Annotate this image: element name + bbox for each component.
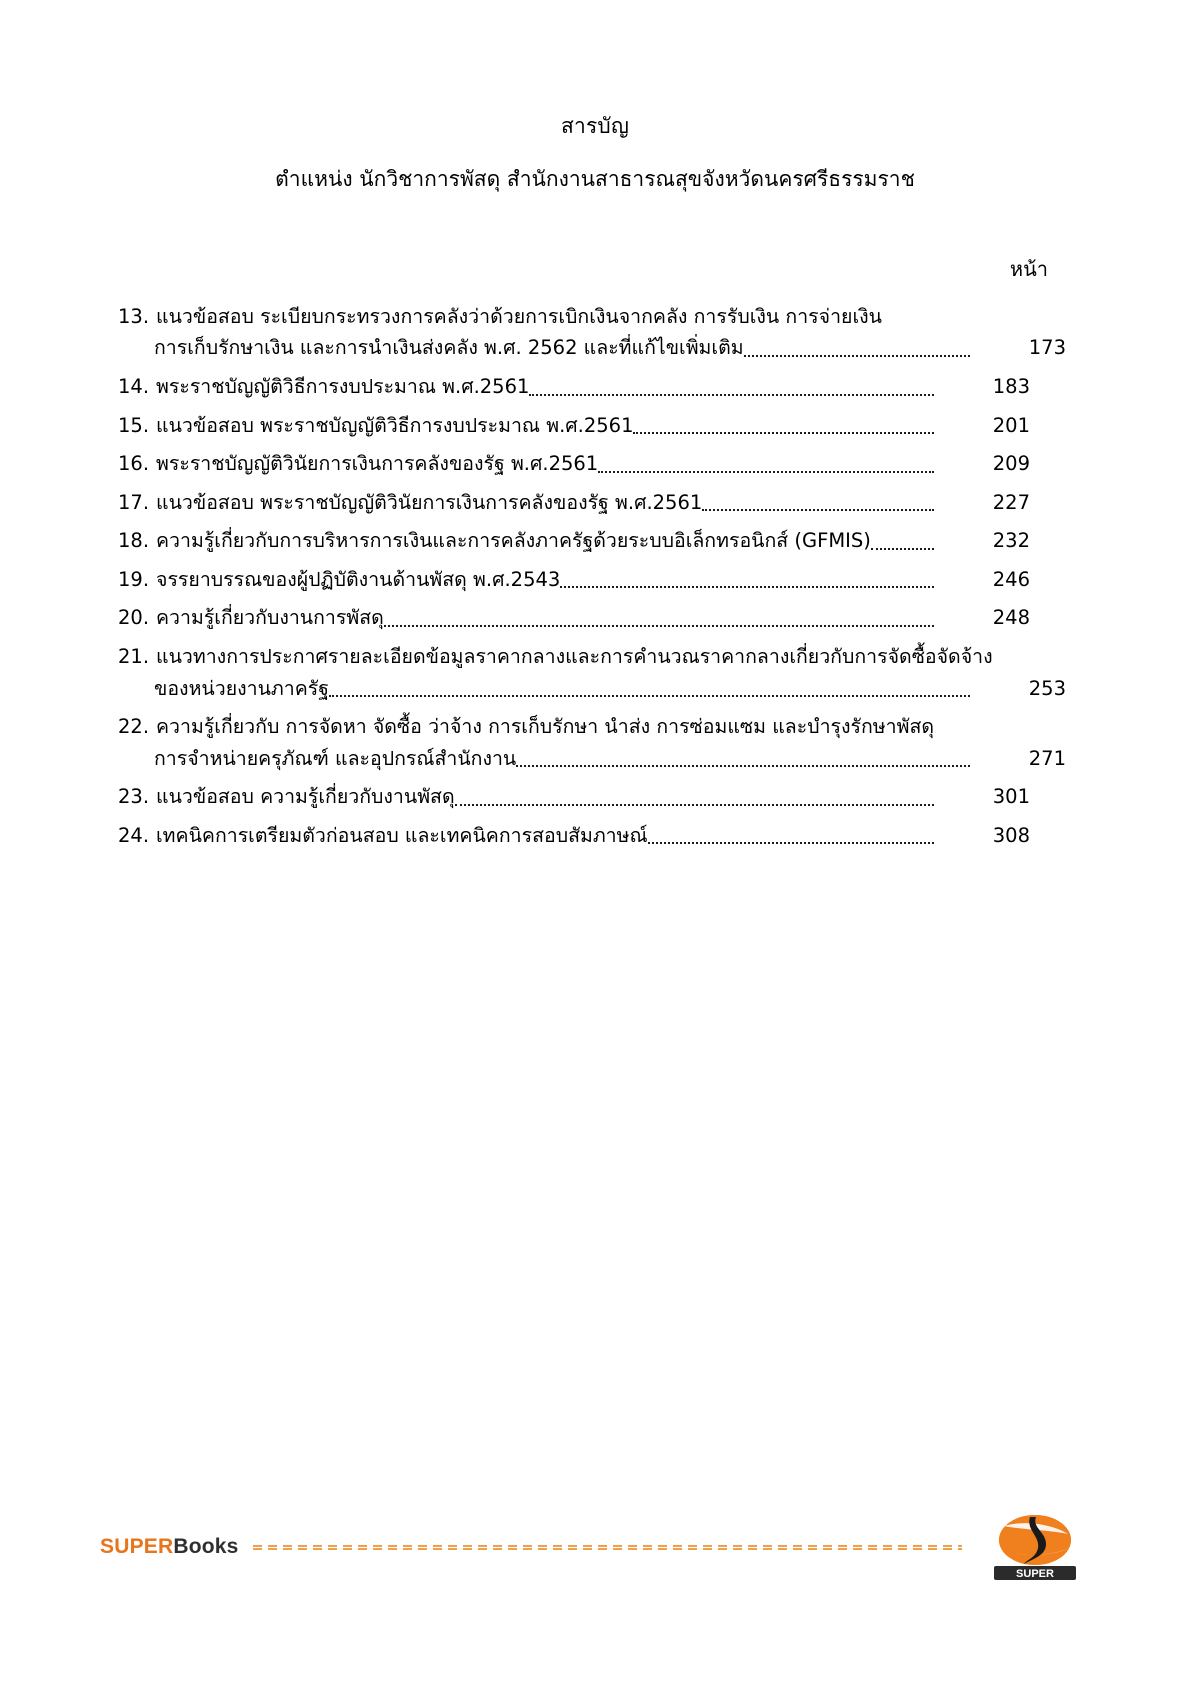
- toc-entry-number: 18.: [118, 529, 150, 553]
- document-header: [0, 0, 1190, 195]
- toc-entry-page-number: 253: [1028, 676, 1066, 700]
- toc-entry-line: [118, 487, 1030, 519]
- toc-entry-number: 24.: [118, 823, 150, 847]
- toc-entry-page-number: 271: [1028, 746, 1066, 770]
- toc-leader-dots: [529, 393, 934, 396]
- toc-entry-page-number: 209: [992, 452, 1030, 476]
- toc-entry-number: 14.: [118, 374, 150, 398]
- superbooks-logo: [980, 1510, 1090, 1584]
- toc-entry-number: 20.: [118, 606, 150, 630]
- toc-entry-title: ความรู้เกี่ยวกับการบริหารการเงินและการคลังภาครัฐด้วยระบบอิเล็กทรอนิกส์ (GFMIS): [156, 529, 871, 553]
- toc-entry-page-number: 201: [992, 413, 1030, 437]
- toc-entry-title: เทคนิคการเตรียมตัวก่อนสอบ และเทคนิคการสอบสัมภาษณ์: [156, 823, 648, 847]
- toc-entry-page-number: 301: [992, 785, 1030, 809]
- toc-entry-page-number: 246: [992, 567, 1030, 591]
- toc-entry-page-number: 227: [992, 490, 1030, 514]
- toc-entry-line: [118, 525, 1030, 557]
- toc-leader-dots: [702, 508, 934, 511]
- toc-entry[interactable]: [118, 410, 1030, 442]
- toc-entry-title: แนวข้อสอบ ระเบียบกระทรวงการคลังว่าด้วยการเบิกเงินจากคลัง การรับเงิน การจ่ายเงิน: [156, 304, 882, 328]
- toc-entry-line: [118, 564, 1030, 596]
- toc-entry-page-number: 183: [992, 374, 1030, 398]
- column-header-row: [0, 253, 1190, 285]
- toc-entry-page-number: 232: [992, 529, 1030, 553]
- toc-entry-number: 17.: [118, 490, 150, 514]
- toc-leader-dots: [598, 470, 934, 473]
- toc-entry-number: 15.: [118, 413, 150, 437]
- footer-dashed-rule: [253, 1544, 962, 1550]
- toc-entry-title: แนวทางการประกาศรายละเอียดข้อมูลราคากลางและการคำนวณราคากลางเกี่ยวกับการจัดซื้อจัดจ้าง: [156, 644, 993, 668]
- toc-leader-dots: [871, 547, 934, 550]
- toc-entry-line: [118, 820, 1030, 852]
- toc-entry[interactable]: [118, 602, 1030, 634]
- toc-entry-number: 22.: [118, 715, 150, 739]
- toc-entry-line-continuation: [118, 673, 1066, 705]
- toc-entry-line: [118, 301, 1030, 333]
- toc-leader-dots: [384, 624, 934, 627]
- toc-entry-title: ความรู้เกี่ยวกับงานการพัสดุ: [156, 606, 384, 630]
- toc-entry-line-continuation: [118, 743, 1066, 775]
- toc-entry-line: [118, 410, 1030, 442]
- toc-entry[interactable]: [118, 711, 1066, 774]
- toc-entry-title-continuation: การจำหน่ายครุภัณฑ์ และอุปกรณ์สำนักงาน: [154, 746, 517, 770]
- toc-entry-line: [118, 781, 1030, 813]
- toc-entry[interactable]: [118, 820, 1030, 852]
- toc-entry[interactable]: [118, 641, 1066, 704]
- toc-entry[interactable]: [118, 564, 1030, 596]
- toc-entry-page-number: 173: [1028, 336, 1066, 360]
- toc-entry-title: พระราชบัญญัติวินัยการเงินการคลังของรัฐ พ.ศ.2561: [156, 452, 599, 476]
- toc-entry-line: [118, 711, 1030, 743]
- toc-leader-dots: [516, 764, 970, 767]
- toc-entry[interactable]: [118, 487, 1030, 519]
- toc-entry-title: พระราชบัญญัติวิธีการงบประมาณ พ.ศ.2561: [156, 374, 530, 398]
- toc-entry-number: 21.: [118, 644, 150, 668]
- toc-leader-dots: [455, 803, 934, 806]
- page-subtitle: ตำแหน่ง นักวิชาการพัสดุ สำนักงานสาธารณสุขจังหวัดนครศรีธรรมราช: [275, 167, 915, 192]
- toc-entry-title-continuation: การเก็บรักษาเงิน และการนำเงินส่งคลัง พ.ศ. 2562 และที่แก้ไขเพิ่มเติม: [154, 336, 744, 360]
- toc-leader-dots: [560, 585, 934, 588]
- toc-entry-line: [118, 641, 1030, 673]
- toc-entry-line: [118, 371, 1030, 403]
- toc-entry-line: [118, 602, 1030, 634]
- footer-brand-books: Books: [173, 1535, 239, 1558]
- toc-entry-title: แนวข้อสอบ พระราชบัญญัติวิธีการงบประมาณ พ.ศ.2561: [156, 413, 634, 437]
- toc-entry[interactable]: [118, 448, 1030, 480]
- toc-leader-dots: [648, 841, 934, 844]
- toc-entry-number: 16.: [118, 452, 150, 476]
- toc-entry[interactable]: [118, 781, 1030, 813]
- toc-entry-title-continuation: ของหน่วยงานภาครัฐ: [154, 676, 330, 700]
- toc-entry-number: 23.: [118, 785, 150, 809]
- toc-entry-title: ความรู้เกี่ยวกับ การจัดหา จัดซื้อ ว่าจ้าง การเก็บรักษา นำส่ง การซ่อมแซม และบำรุงรักษาพัสดุ: [156, 715, 935, 739]
- toc-leader-dots: [934, 735, 940, 736]
- toc-leader-dots: [633, 431, 934, 434]
- toc-entry[interactable]: [118, 301, 1066, 364]
- toc-entry-title: จรรยาบรรณของผู้ปฏิบัติงานด้านพัสดุ พ.ศ.2543: [156, 567, 561, 591]
- toc-entry-page-number: 248: [992, 606, 1030, 630]
- page-title: สารบัญ: [560, 114, 630, 138]
- toc-leader-dots: [882, 324, 934, 325]
- page-column-header: หน้า: [1009, 256, 1048, 281]
- toc-entry[interactable]: [118, 525, 1030, 557]
- toc-leader-dots: [329, 694, 970, 697]
- svg-text:SUPER: SUPER: [1016, 1568, 1054, 1580]
- toc-entry-line-continuation: [118, 332, 1066, 364]
- footer-brand: [100, 1535, 239, 1559]
- table-of-contents: [0, 301, 1190, 852]
- toc-entry-line: [118, 448, 1030, 480]
- toc-entry-number: 19.: [118, 567, 150, 591]
- toc-entry-title: แนวข้อสอบ พระราชบัญญัติวินัยการเงินการคลังของรัฐ พ.ศ.2561: [156, 490, 703, 514]
- page-footer: [0, 1507, 1190, 1587]
- footer-brand-super: SUPER: [100, 1535, 174, 1558]
- toc-entry-title: แนวข้อสอบ ความรู้เกี่ยวกับงานพัสดุ: [156, 785, 455, 809]
- toc-entry-number: 13.: [118, 304, 150, 328]
- toc-entry-page-number: 308: [992, 823, 1030, 847]
- toc-entry[interactable]: [118, 371, 1030, 403]
- toc-leader-dots: [744, 354, 970, 357]
- toc-leader-dots: [993, 665, 999, 666]
